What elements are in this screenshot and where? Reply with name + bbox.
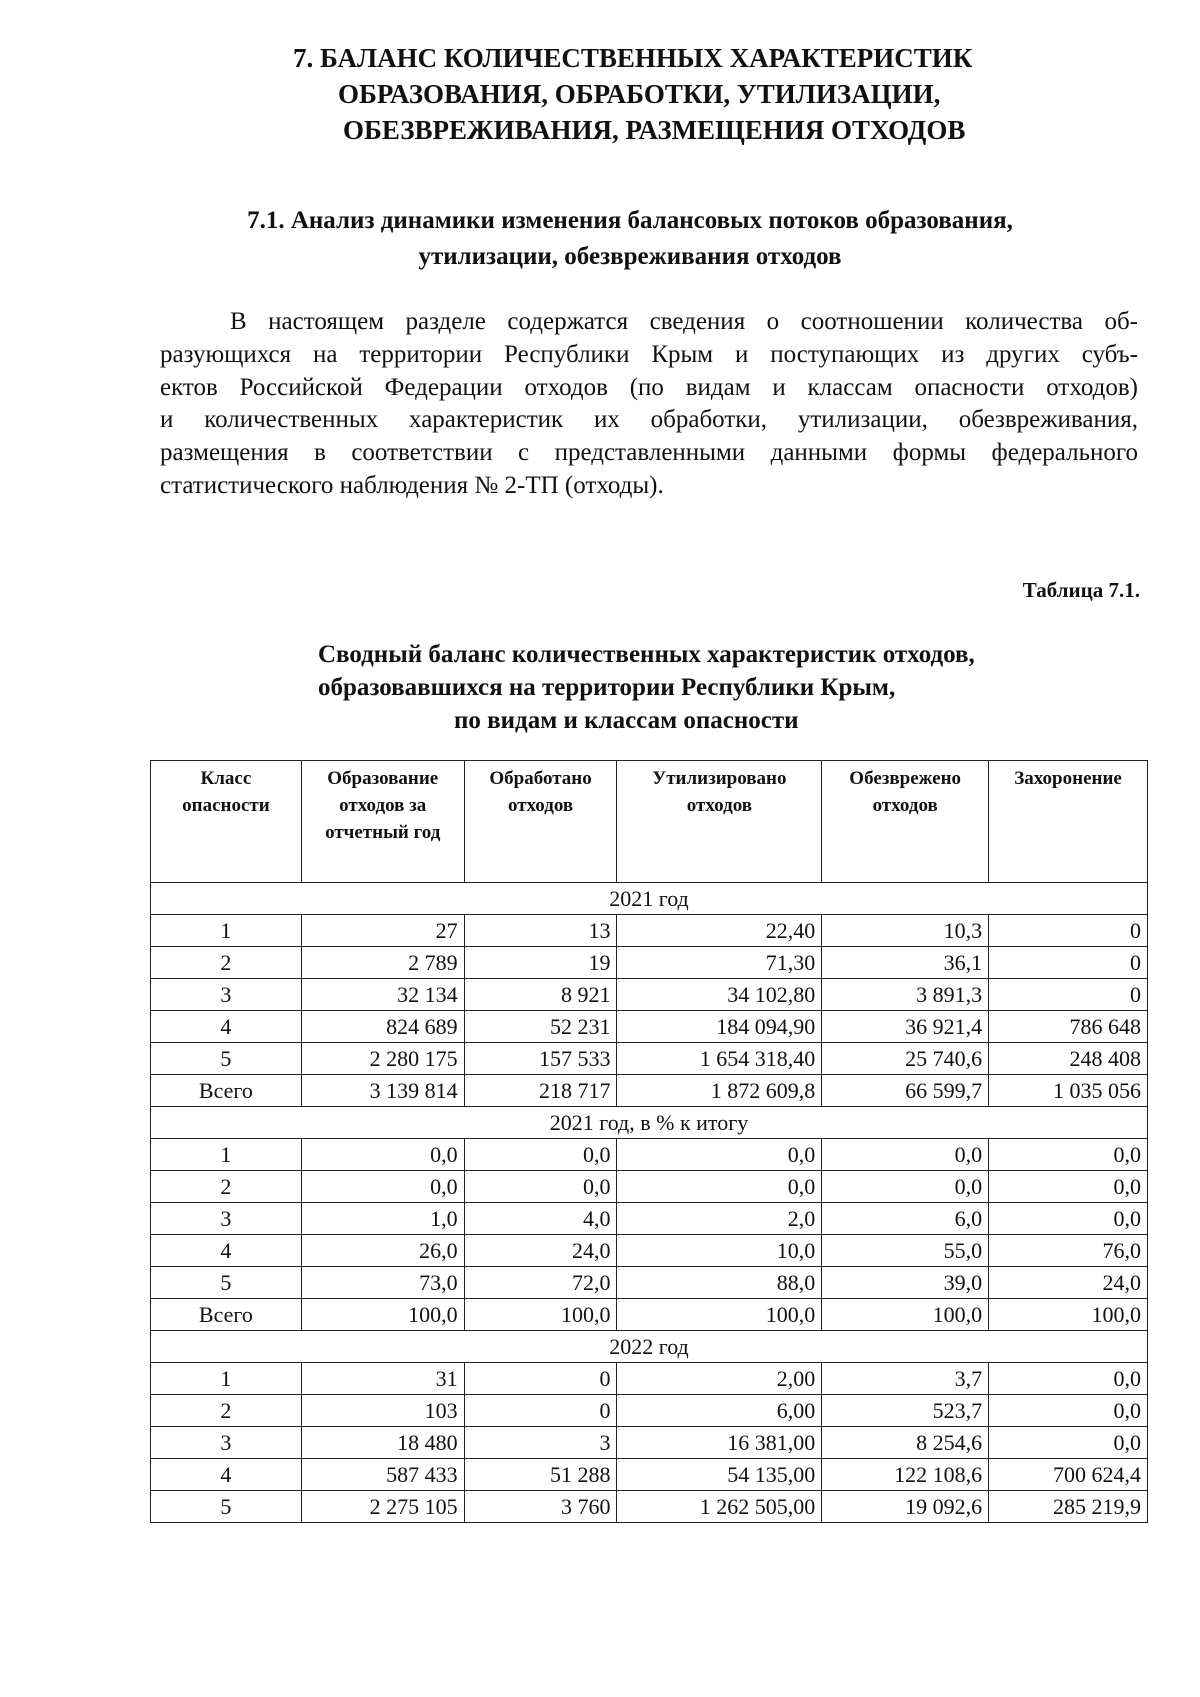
value-cell: 157 533 [464,1043,617,1075]
value-cell: 39,0 [822,1267,989,1299]
value-cell: 3 760 [464,1491,617,1523]
table-number: Таблица 7.1. [1022,578,1140,602]
value-cell: 66 599,7 [822,1075,989,1107]
value-cell: 8 921 [464,979,617,1011]
value-cell: 6,0 [822,1203,989,1235]
hazard-class-cell: 2 [151,947,302,979]
value-cell: 88,0 [617,1267,822,1299]
value-cell: 71,30 [617,947,822,979]
value-cell: 3 139 814 [301,1075,464,1107]
caption-line: Сводный баланс количественных характеристик отходов, [318,641,975,668]
value-cell: 0,0 [989,1363,1148,1395]
table-row [151,1235,1148,1267]
hazard-class-cell: Всего [151,1299,302,1331]
value-cell: 27 [301,915,464,947]
value-cell: 218 717 [464,1075,617,1107]
paragraph-line: В настоящем разделе содержатся сведения о соотношении количества об- [230,308,1138,335]
value-cell: 0 [464,1395,617,1427]
column-header-processed: Обработано отходов [464,761,617,883]
table-row [151,1459,1148,1491]
value-cell: 122 108,6 [822,1459,989,1491]
value-cell: 184 094,90 [617,1011,822,1043]
value-cell: 24,0 [464,1235,617,1267]
value-cell: 523,7 [822,1395,989,1427]
hazard-class-cell: 4 [151,1459,302,1491]
section-row [151,883,1148,915]
value-cell: 1,0 [301,1203,464,1235]
hazard-class-cell: 5 [151,1491,302,1523]
table-row [151,1299,1148,1331]
waste-balance-table [150,760,1148,1523]
column-header-buried: Захоронение [989,761,1148,883]
value-cell: 8 254,6 [822,1427,989,1459]
hazard-class-cell: 3 [151,979,302,1011]
value-cell: 52 231 [464,1011,617,1043]
hazard-class-cell: 4 [151,1235,302,1267]
table-header-row [151,761,1148,883]
value-cell: 100,0 [617,1299,822,1331]
hazard-class-cell: 5 [151,1267,302,1299]
caption-line: образовавшихся на территории Республики Крым, [318,674,896,701]
caption-line: по видам и классам опасности [454,707,799,734]
table-row [151,1171,1148,1203]
table-row [151,1395,1148,1427]
hazard-class-cell: Всего [151,1075,302,1107]
value-cell: 0 [989,947,1148,979]
value-cell: 0,0 [989,1203,1148,1235]
column-header-neutralized: Обезврежено отходов [822,761,989,883]
table-row [151,947,1148,979]
value-cell: 3 [464,1427,617,1459]
section-row [151,1107,1148,1139]
value-cell: 19 [464,947,617,979]
value-cell: 1 872 609,8 [617,1075,822,1107]
paragraph-line: размещения в соответствии с представленными данными формы федерального [160,439,1138,467]
table-row [151,1043,1148,1075]
value-cell: 100,0 [301,1299,464,1331]
column-header-class: Класс опасности [151,761,302,883]
section-heading [0,40,1200,148]
value-cell: 0,0 [989,1427,1148,1459]
value-cell: 285 219,9 [989,1491,1148,1523]
value-cell: 0,0 [617,1139,822,1171]
value-cell: 100,0 [989,1299,1148,1331]
hazard-class-cell: 1 [151,1139,302,1171]
value-cell: 51 288 [464,1459,617,1491]
table-row [151,1011,1148,1043]
value-cell: 22,40 [617,915,822,947]
value-cell: 100,0 [822,1299,989,1331]
value-cell: 103 [301,1395,464,1427]
value-cell: 0 [464,1363,617,1395]
table-caption [318,638,975,737]
value-cell: 55,0 [822,1235,989,1267]
table-row [151,1075,1148,1107]
table-row [151,1491,1148,1523]
value-cell: 0,0 [617,1171,822,1203]
value-cell: 2 280 175 [301,1043,464,1075]
value-cell: 6,00 [617,1395,822,1427]
paragraph-line: статистического наблюдения № 2-ТП (отходы). [160,471,664,499]
value-cell: 1 035 056 [989,1075,1148,1107]
paragraph-line: ектов Российской Федерации отходов (по видам и классам опасности отходов) [160,373,1138,401]
value-cell: 0,0 [301,1171,464,1203]
paragraph-line: разующихся на территории Республики Крым и поступающих из других субъ- [160,340,1138,368]
hazard-class-cell: 2 [151,1171,302,1203]
value-cell: 2 275 105 [301,1491,464,1523]
section-label: 2021 год [151,883,1148,915]
hazard-class-cell: 2 [151,1395,302,1427]
table-row [151,1427,1148,1459]
value-cell: 10,3 [822,915,989,947]
value-cell: 10,0 [617,1235,822,1267]
heading-line: ОБРАЗОВАНИЯ, ОБРАБОТКИ, УТИЛИЗАЦИИ, [338,79,941,109]
value-cell: 0,0 [989,1395,1148,1427]
value-cell: 76,0 [989,1235,1148,1267]
value-cell: 16 381,00 [617,1427,822,1459]
value-cell: 0,0 [301,1139,464,1171]
heading-line: 7. БАЛАНС КОЛИЧЕСТВЕННЫХ ХАРАКТЕРИСТИК [293,43,973,73]
hazard-class-cell: 4 [151,1011,302,1043]
hazard-class-cell: 1 [151,915,302,947]
value-cell: 1 654 318,40 [617,1043,822,1075]
column-header-utilized: Утилизировано отходов [617,761,822,883]
value-cell: 0,0 [464,1139,617,1171]
table-row [151,915,1148,947]
value-cell: 0 [989,979,1148,1011]
value-cell: 36,1 [822,947,989,979]
heading-line: ОБЕЗВРЕЖИВАНИЯ, РАЗМЕЩЕНИЯ ОТХОДОВ [343,115,966,145]
hazard-class-cell: 1 [151,1363,302,1395]
value-cell: 3,7 [822,1363,989,1395]
value-cell: 1 262 505,00 [617,1491,822,1523]
column-header-generation: Образование отходов за отчетный год [301,761,464,883]
value-cell: 32 134 [301,979,464,1011]
value-cell: 31 [301,1363,464,1395]
value-cell: 0,0 [822,1139,989,1171]
value-cell: 2,0 [617,1203,822,1235]
value-cell: 0,0 [464,1171,617,1203]
subheading-line: утилизации, обезвреживания отходов [418,243,842,270]
value-cell: 54 135,00 [617,1459,822,1491]
value-cell: 587 433 [301,1459,464,1491]
value-cell: 19 092,6 [822,1491,989,1523]
value-cell: 3 891,3 [822,979,989,1011]
value-cell: 2 789 [301,947,464,979]
value-cell: 0,0 [989,1139,1148,1171]
table-row [151,979,1148,1011]
value-cell: 36 921,4 [822,1011,989,1043]
table-row [151,1203,1148,1235]
body-paragraph [160,306,1138,503]
section-label: 2022 год [151,1331,1148,1363]
value-cell: 700 624,4 [989,1459,1148,1491]
table-row [151,1363,1148,1395]
value-cell: 25 740,6 [822,1043,989,1075]
table-row [151,1139,1148,1171]
hazard-class-cell: 3 [151,1203,302,1235]
value-cell: 72,0 [464,1267,617,1299]
hazard-class-cell: 3 [151,1427,302,1459]
value-cell: 24,0 [989,1267,1148,1299]
value-cell: 13 [464,915,617,947]
value-cell: 0,0 [822,1171,989,1203]
value-cell: 18 480 [301,1427,464,1459]
hazard-class-cell: 5 [151,1043,302,1075]
section-row [151,1331,1148,1363]
value-cell: 0 [989,915,1148,947]
subheading-line: 7.1. Анализ динамики изменения балансовых потоков образования, [247,207,1013,234]
value-cell: 73,0 [301,1267,464,1299]
value-cell: 2,00 [617,1363,822,1395]
value-cell: 34 102,80 [617,979,822,1011]
table-row [151,1267,1148,1299]
value-cell: 4,0 [464,1203,617,1235]
value-cell: 0,0 [989,1171,1148,1203]
value-cell: 786 648 [989,1011,1148,1043]
subsection-heading [0,203,1200,275]
paragraph-line: и количественных характеристик их обработки, утилизации, обезвреживания, [160,406,1138,434]
value-cell: 824 689 [301,1011,464,1043]
value-cell: 100,0 [464,1299,617,1331]
value-cell: 248 408 [989,1043,1148,1075]
section-label: 2021 год, в % к итогу [151,1107,1148,1139]
value-cell: 26,0 [301,1235,464,1267]
